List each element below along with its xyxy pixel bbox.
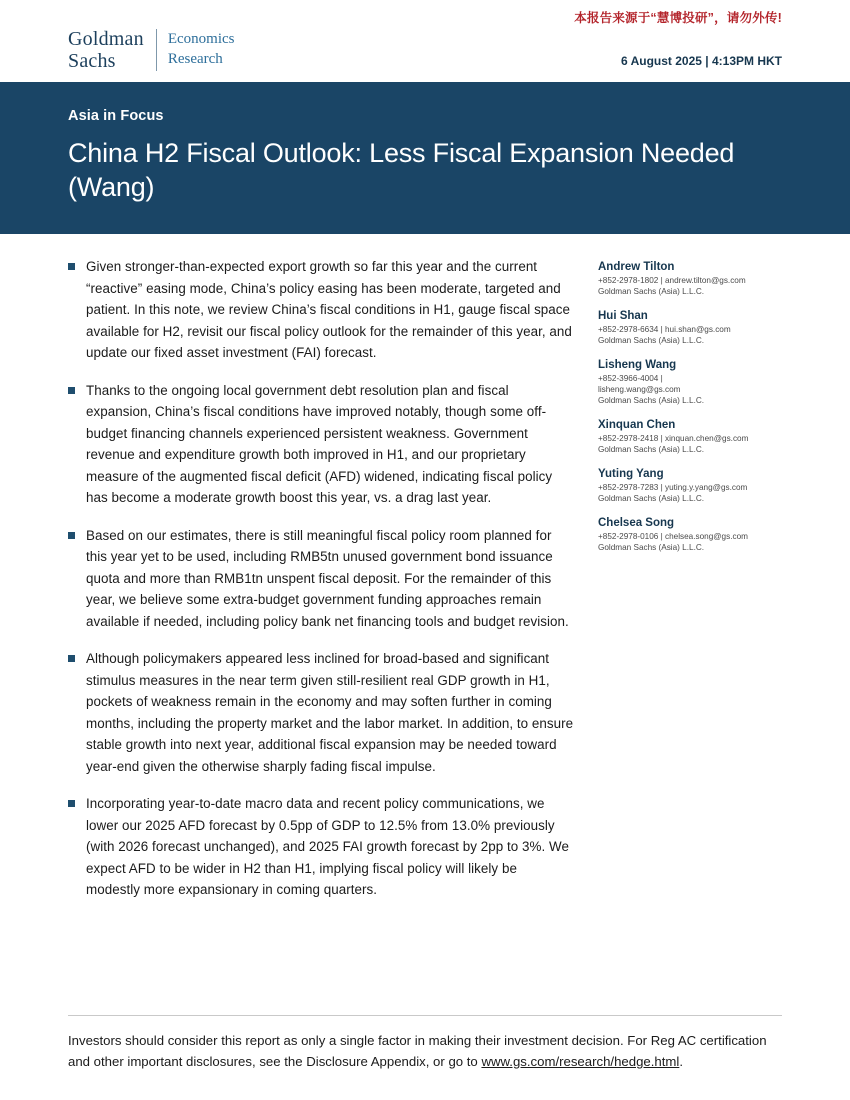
author-entry [598,358,778,406]
author-contact[interactable]: +852-2978-0106 | chelsea.song@gs.com [598,532,748,541]
author-entity: Goldman Sachs (Asia) L.L.C. [598,445,705,454]
author-list [598,256,778,917]
bullet-text: Thanks to the ongoing local government debt resolution plan and fiscal expansion, China’s fiscal conditions have improved notably, though some off-budget financing channels experienced persistent weakness. Government revenue and expenditure growth both improved in H1, and our proprietary measure of the augmented fiscal deficit (AFD) widened, indicating fiscal policy has become a moderate growth boost this year, vs. a drag last year. [86,382,553,505]
logo-line-1: Goldman [68,28,144,50]
list-item [68,525,574,633]
logo-wordmark [68,28,144,72]
author-contact[interactable]: +852-2978-7283 | yuting.y.yang@gs.com [598,483,748,492]
list-item [68,793,574,901]
author-contact[interactable]: +852-2978-6634 | hui.shan@gs.com [598,325,731,334]
bullet-text: Given stronger-than-expected export growth so far this year and the current “reactive” easing mode, China’s policy easing has been moderate, targeted and patient. In this note, we review China’s fiscal conditions in H1, gauge fiscal space available for H2, revisit our fiscal policy outlook for the remainder of this year, and update our fixed asset investment (FAI) forecast. [86,259,572,360]
bullet-text: Based on our estimates, there is still meaningful fiscal policy room planned for this year yet to be used, including RMB5tn unused government bond issuance quota and more than RMB1tn unspent fiscal deposit. For the remainder of this year, we believe some extra-budget government funding approaches remain available if needed, including policy bank net financing tools and budget revision. [86,527,569,629]
author-entry [598,309,778,346]
author-entity: Goldman Sachs (Asia) L.L.C. [598,336,705,345]
bullet-square-icon [68,648,86,777]
author-name: Andrew Tilton [598,261,675,273]
series-kicker: Asia in Focus [68,108,164,124]
logo-division-line-2: Research [167,51,223,67]
author-contact[interactable]: +852-2978-1802 | andrew.tilton@gs.com [598,276,746,285]
author-entry [598,467,778,504]
bullet-square-icon [68,525,86,633]
footer-divider [68,1015,782,1016]
disclosure-text [68,1030,782,1072]
disclosure-text-after: . [679,1054,684,1069]
logo-division [168,28,235,68]
logo-line-2: Sachs [68,50,116,72]
title-banner [0,82,850,234]
author-entity: Goldman Sachs (Asia) L.L.C. [598,494,705,503]
author-name: Xinquan Chen [598,419,676,431]
author-entity: Goldman Sachs (Asia) L.L.C. [598,396,705,405]
page-title: China H2 Fiscal Outlook: Less Fiscal Expansion Needed (Wang) [68,138,735,202]
list-item [68,648,574,777]
author-entry [598,516,778,553]
bullet-square-icon [68,793,86,901]
document-footer [68,1015,782,1072]
author-name: Chelsea Song [598,517,675,529]
distribution-warning-text: 本报告来源于“慧博投研”，请勿外传! [574,11,782,25]
document-header [0,0,850,82]
bullet-square-icon [68,256,86,364]
author-entry [598,260,778,297]
author-contact[interactable]: +852-3966-4004 | [598,374,663,383]
disclosure-link[interactable]: www.gs.com/research/hedge.html [481,1054,680,1069]
author-entry [598,418,778,455]
document-body [0,234,850,917]
author-entity: Goldman Sachs (Asia) L.L.C. [598,287,705,296]
bullet-text: Although policymakers appeared less inclined for broad-based and significant stimulus measures in the near term given still-resilient real GDP growth in H1, pockets of weakness remain in the economy and may soften further in coming months, including the property market and the labor market. In addition, to ensure stable growth into next year, additional fiscal expansion may be needed toward year-end given the otherwise sharply fading fiscal impulse. [86,651,574,774]
list-item [68,380,574,509]
author-name: Yuting Yang [598,468,664,480]
disclosure-text-before: Investors should consider this report as only a single factor in making their investment decision. For Reg AC certification and other important disclosures, see the Disclosure Appendix, or go to [68,1033,767,1069]
author-name: Hui Shan [598,310,648,322]
author-email[interactable]: lisheng.wang@gs.com [598,385,681,394]
author-entity: Goldman Sachs (Asia) L.L.C. [598,543,705,552]
logo-division-line-1: Economics [167,31,235,47]
summary-bullet-list [68,256,598,917]
publication-datetime: 6 August 2025 | 4:13PM HKT [621,54,782,68]
list-item [68,256,574,364]
bullet-text: Incorporating year-to-date macro data and recent policy communications, we lower our 2025 AFD forecast by 0.5pp of GDP to 12.5% from 13.0% previously (with 2026 forecast unchanged), and 2025 FAI growth forecast by 2pp to 3%. We expect AFD to be wider in H2 than H1, implying fiscal policy will likely be modestly more expansionary in coming quarters. [86,796,569,897]
author-contact[interactable]: +852-2978-2418 | xinquan.chen@gs.com [598,434,749,443]
bullet-square-icon [68,380,86,509]
goldman-sachs-logo [68,28,235,72]
logo-divider [156,29,157,71]
author-name: Lisheng Wang [598,359,677,371]
